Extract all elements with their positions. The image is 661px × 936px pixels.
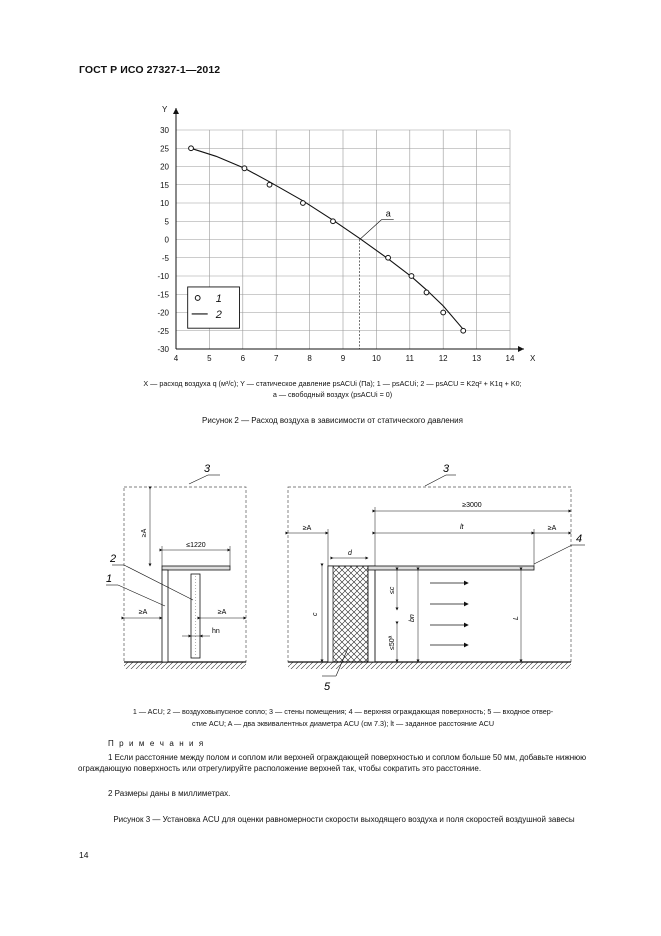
figure-3-caption: Рисунок 3 — Установка ACU для оценки равномерности скорости выходящего воздуха и поля скоростей воздушной завесы (113, 815, 575, 824)
left-acu (162, 570, 168, 662)
x-tick-label: 14 (505, 354, 515, 363)
y-axis-label: Y (162, 105, 168, 114)
right-dim-l: L (513, 616, 520, 620)
right-dim-bn: bn (409, 614, 416, 622)
legend-label-1: 1 (215, 292, 222, 305)
y-tick-label: 20 (160, 162, 169, 172)
x-tick-label: 8 (307, 354, 312, 363)
x-tick-label: 5 (207, 354, 212, 363)
airflow-arrows (430, 583, 468, 645)
left-callout-3: 3 (204, 463, 211, 475)
y-tick-label: 25 (160, 144, 169, 154)
right-dim-a-left: ≥A (302, 525, 312, 532)
left-dim-a-left: ≥A (138, 609, 148, 616)
right-dim-total: ≥3000 (462, 502, 482, 509)
x-tick-label: 4 (173, 354, 179, 363)
right-dim-le-c: ≤c (389, 586, 396, 594)
right-callout-4: 4 (576, 533, 583, 545)
note-2: 2 Размеры даны в миллиметрах. (108, 789, 231, 798)
left-callout-1: 1 (106, 573, 113, 585)
figure-3-legend (78, 706, 608, 730)
left-dim-a-top: ≥A (141, 528, 148, 538)
x-tick-label: 7 (273, 354, 279, 363)
right-acu-inlet (328, 566, 368, 662)
x-tick-label: 6 (240, 354, 246, 363)
left-setup-diagram (106, 463, 246, 669)
right-floor (288, 662, 571, 669)
left-dim-hn: hn (212, 628, 220, 635)
annotation-label: a (385, 208, 391, 219)
figure-2-caption: Рисунок 2 — Расход воздуха в зависимости от статического давления (202, 416, 463, 425)
y-tick-label: -30 (157, 345, 169, 354)
right-callout-3: 3 (443, 463, 450, 475)
right-dim-a-right: ≥A (547, 525, 557, 532)
x-axis-label: X (530, 354, 536, 363)
right-dim-c: c (312, 612, 319, 616)
notes-title: П р и м е ч а н и я (108, 739, 205, 748)
right-dim-d: d (348, 550, 352, 557)
y-tick-label: -5 (161, 253, 169, 263)
y-tick-label: 10 (160, 199, 169, 208)
x-tick-label: 9 (340, 354, 346, 363)
legend-label-2: 2 (215, 308, 222, 321)
left-dim-a-right: ≥A (217, 609, 227, 616)
document-header: ГОСТ Р ИСО 27327-1—2012 (79, 64, 221, 76)
figure-3-legend-line-2: стие ACU; A — два эквивалентных диаметра ACU (см 7.3); lt — заданное расстояние ACU (191, 719, 495, 728)
y-tick-label: -20 (157, 308, 169, 318)
y-tick-label: -10 (157, 272, 169, 281)
left-dim-width: ≤1220 (186, 542, 206, 549)
y-tick-label: 5 (164, 217, 169, 227)
right-callout-5: 5 (324, 681, 331, 693)
figure-2-legend-line-2: a — свободный воздух (psACUi = 0) (272, 390, 393, 399)
x-tick-label: 11 (405, 354, 414, 363)
left-callout-2: 2 (110, 553, 117, 565)
y-tick-label: 30 (160, 126, 169, 135)
note-1: 1 Если расстояние между полом и соплом или верхней ограждающей поверхностью и соплом больше 50 мм, добавьте нижнюю ограждающую поверхность или отрегулируйте расположение верхней так, чтобы сократить это расстояние. (78, 753, 587, 773)
y-tick-label: -15 (157, 290, 169, 300)
left-floor (124, 662, 246, 669)
figure-3-legend-line-1: 1 — ACU; 2 — воздуховыпускное сопло; 3 — стены помещения; 4 — верхняя ограждающая поверхность; 5 — входное отвер- (132, 707, 554, 716)
right-dim-50: ≤50ª (389, 635, 396, 650)
y-tick-label: 15 (160, 180, 169, 190)
x-tick-label: 10 (371, 354, 381, 363)
x-tick-label: 12 (438, 354, 448, 363)
right-dim-lt: lt (460, 524, 464, 531)
right-nozzle (368, 566, 375, 662)
right-setup-diagram (288, 463, 585, 693)
y-tick-label: -25 (157, 326, 169, 336)
figure-2-legend-line-1: X — расход воздуха q (м³/с); Y — статическое давление psACUi (Па); 1 — psACUi; 2 — psACU = K2q² + K1q + K0; (143, 379, 522, 388)
page-number: 14 (79, 850, 89, 860)
x-tick-label: 13 (472, 354, 482, 363)
left-top-surface (162, 566, 230, 570)
y-tick-label: 0 (164, 235, 169, 245)
right-top-surface (368, 566, 534, 570)
